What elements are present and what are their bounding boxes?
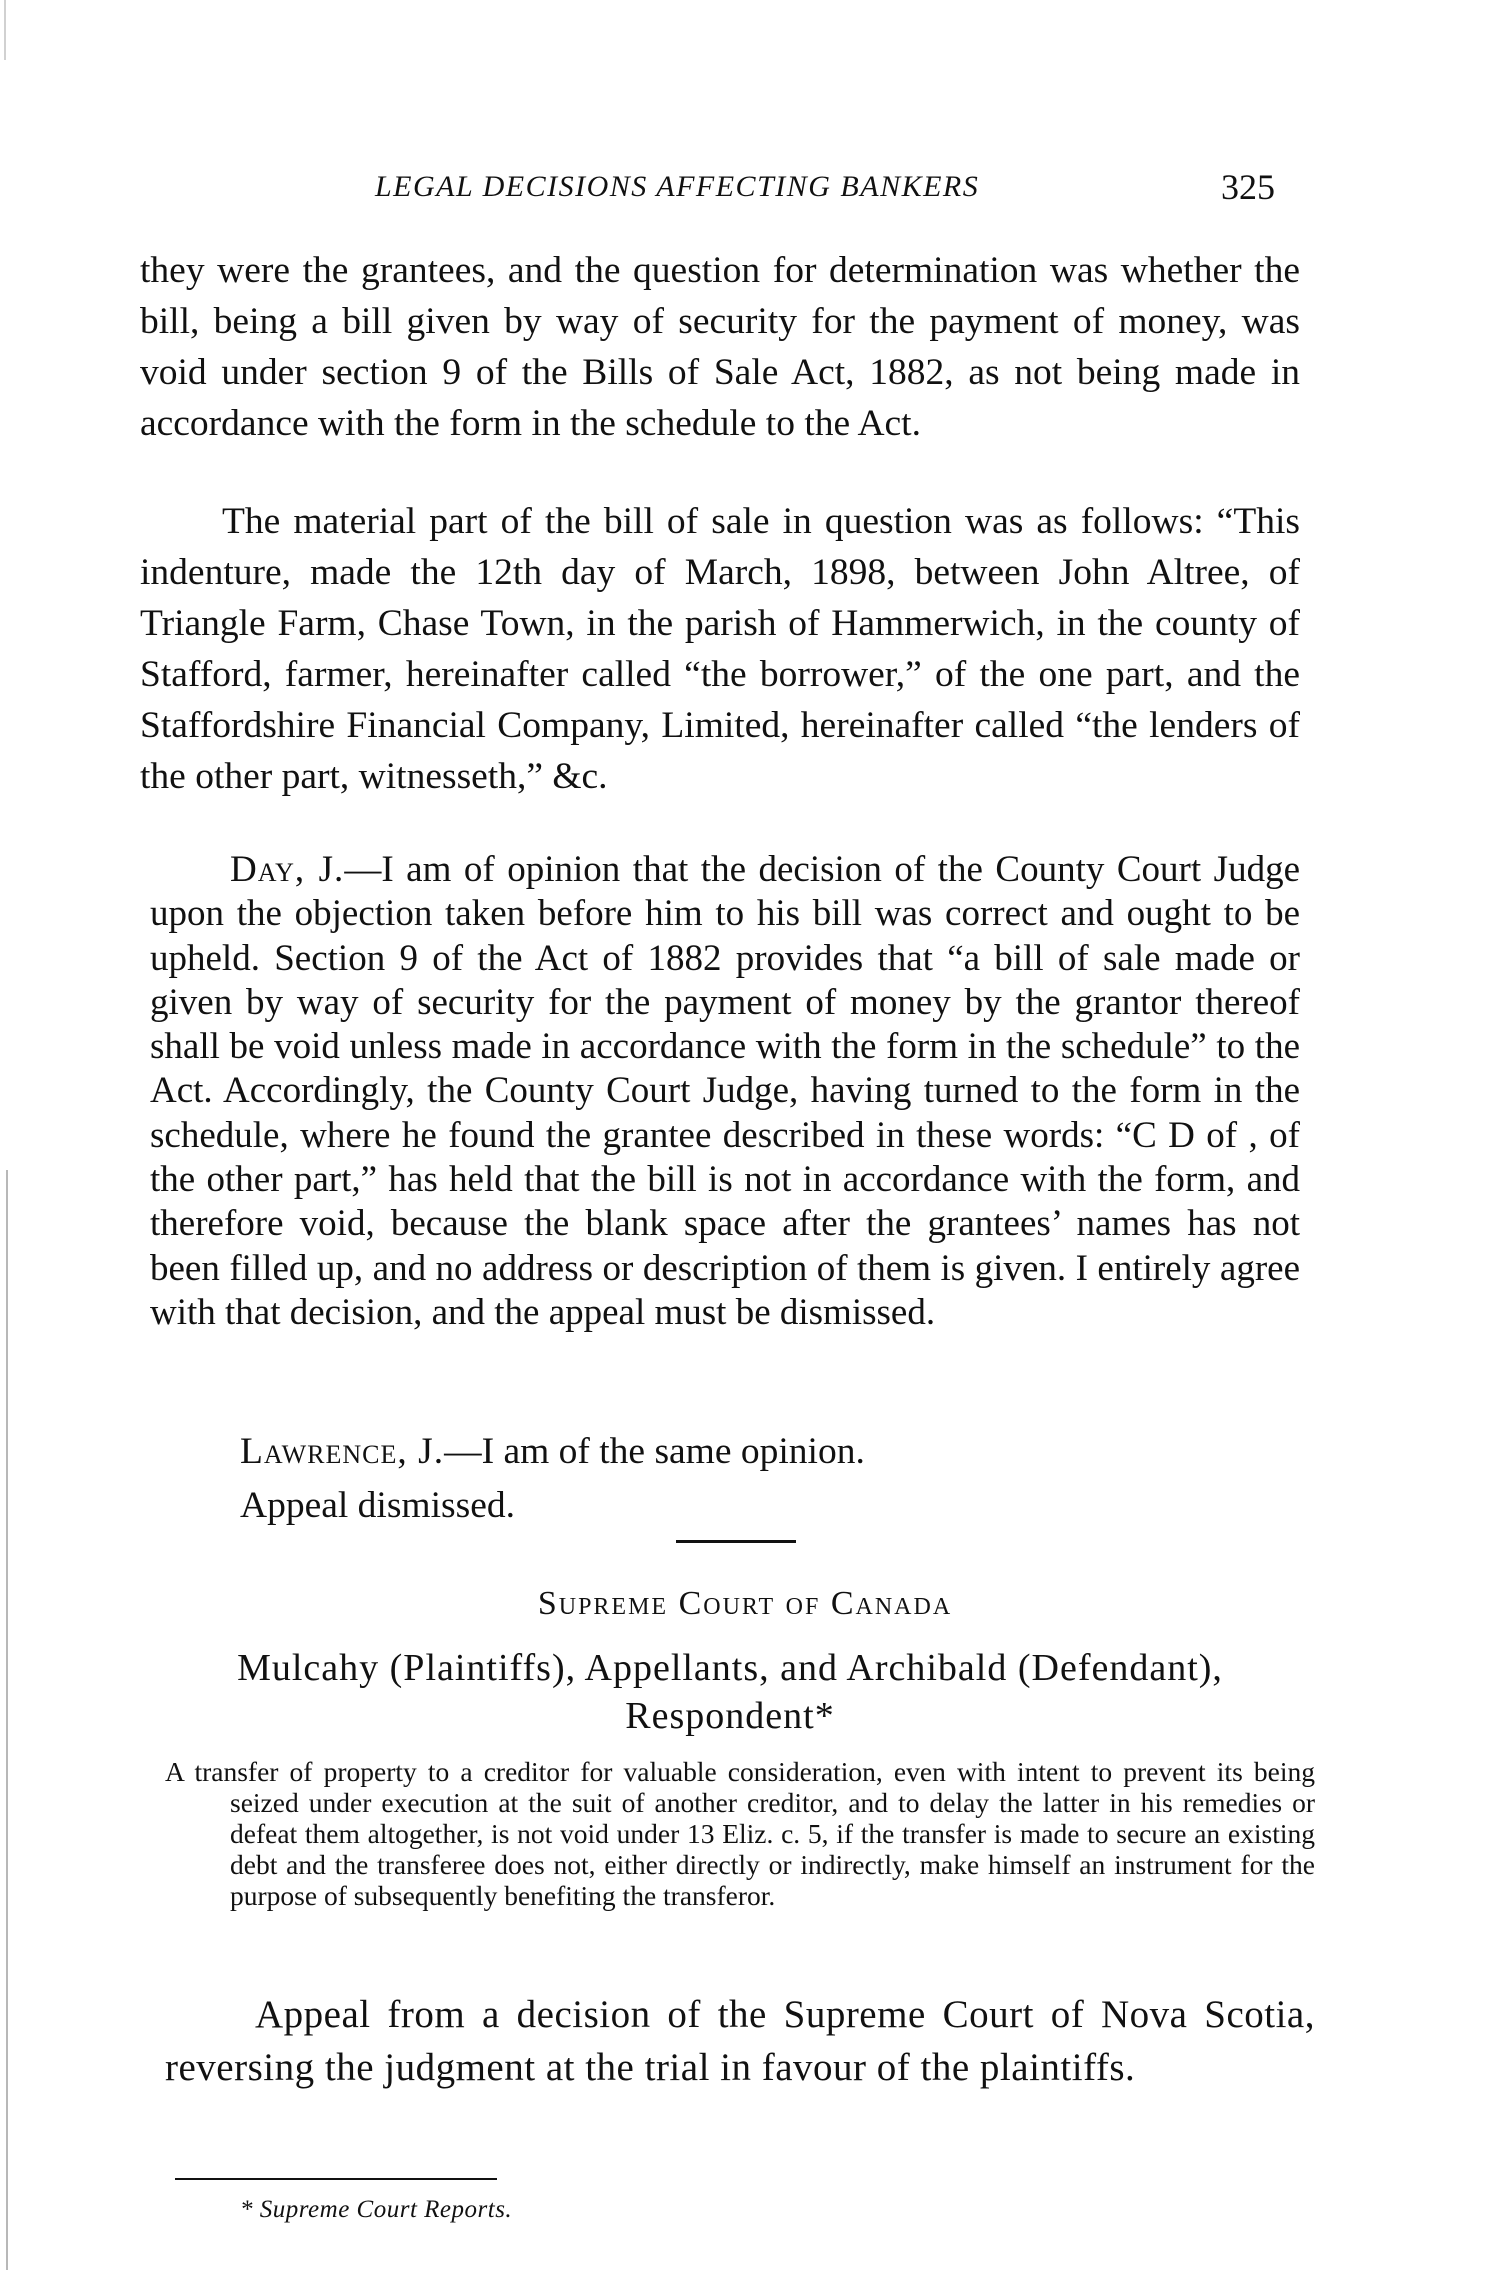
paragraph-bill-of-sale: The material part of the bill of sale in question was as follows: “This indenture, made the 12th day of March, 1898, between John Altree, of Triangle Farm, Chase Town, in the parish of Hammerwich, in the county of Stafford, farmer, hereinafter called “the borrower,” of the one part, and the Staffordshire Financial Company, Limited, hereinafter called “the lenders of the other part, witnesseth,” &c. bbox=[140, 501, 1300, 797]
paragraph-lawrence-judgment bbox=[240, 1426, 1300, 1477]
court-heading: Supreme Court of Canada bbox=[537, 1585, 953, 1622]
footnote-divider bbox=[175, 2178, 497, 2180]
scan-edge-mark bbox=[6, 1170, 8, 2270]
paragraph-appeal-dismissed: Appeal dismissed. bbox=[240, 1485, 515, 1526]
footnote: * Supreme Court Reports. bbox=[240, 2196, 513, 2223]
case-title-line: Respondent* bbox=[625, 1695, 835, 1737]
paragraph-appeal: Appeal from a decision of the Supreme Court of Nova Scotia, reversing the judgment at the trial in favour of the plaintiffs. bbox=[165, 1993, 1315, 2089]
scan-edge-mark bbox=[4, 0, 6, 60]
running-head: LEGAL DECISIONS AFFECTING BANKERS bbox=[375, 170, 980, 203]
paragraph-day-judgment bbox=[150, 848, 1300, 1335]
judgment-text-day: —I am of opinion that the decision of the County Court Judge upon the objection taken before him to his bill was correct and ought to be upheld. Section 9 of the Act of 1882 provides that “a bill of sale made or given by way of security for the payment of money by the grantor thereof shall be void unless made in accordance with the form in the schedule” to the Act. Accordingly, the County Court Judge, having turned to the form in the schedule, where he found the grantee described in these words: “C D of , of the other part,” has held that the bill is not in accordance with the form, and therefore void, because the blank space after the grantees’ names has not been filled up, and no address or description of them is given. I entirely agree with that decision, and the appeal must be dismissed. bbox=[150, 849, 1300, 1333]
section-divider bbox=[676, 1540, 796, 1543]
judgment-text-lawrence: —I am of the same opinion. bbox=[444, 1431, 865, 1472]
case-title bbox=[150, 1644, 1310, 1740]
page-header bbox=[375, 167, 1275, 220]
page-number: 325 bbox=[1221, 167, 1275, 207]
paragraph-continuation: they were the grantees, and the question for determination was whether the bill, being a bill given by way of security for the payment of money, was void under section 9 of the Bills of Sale Act, 1882, as not being made in accordance with the form in the schedule to the Act. bbox=[140, 250, 1300, 444]
judge-name-day: Day, J. bbox=[230, 849, 345, 890]
judge-name-lawrence: Lawrence, J. bbox=[240, 1431, 445, 1472]
headnote: A transfer of property to a creditor for valuable consideration, even with intent to prevent its being seized under execution at the suit of another creditor, and to delay the latter in his remedies or defeat them altogether, is not void under 13 Eliz. c. 5, if the transfer is made to secure an existing debt and the transferee does not, either directly or indirectly, make himself an instrument for the purpose of subsequently benefiting the transferor. bbox=[165, 1756, 1315, 1911]
case-title-line: Mulcahy (Plaintiffs), Appellants, and Archibald (Defendant), bbox=[237, 1647, 1223, 1689]
